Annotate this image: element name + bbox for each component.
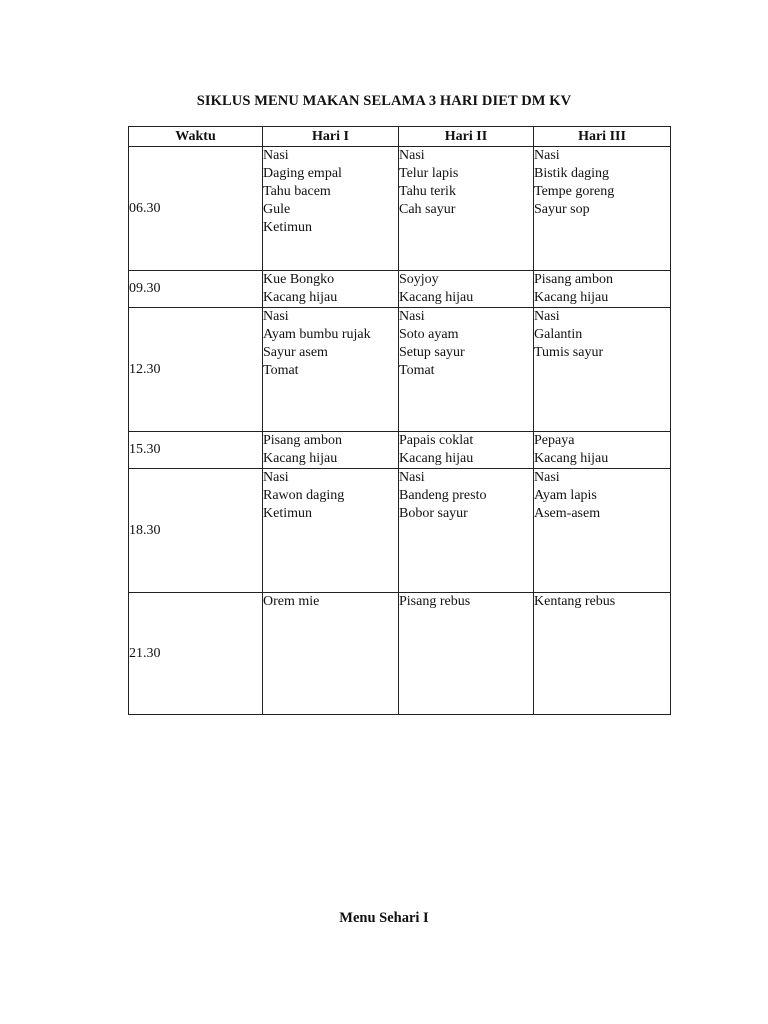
food-item: Kacang hijau: [534, 451, 609, 466]
food-item: Kacang hijau: [399, 290, 474, 305]
food-list: [263, 432, 398, 468]
food-item: Asem-asem: [534, 506, 601, 521]
food-item: Nasi: [534, 309, 560, 324]
menu-cell-hari-2: [399, 271, 534, 308]
food-item: Pepaya: [534, 433, 575, 448]
menu-cell-hari-1: [263, 271, 399, 308]
food-item: Gule: [263, 202, 291, 217]
food-item: Galantin: [534, 327, 583, 342]
menu-cycle-table: [128, 126, 671, 715]
food-list: [263, 308, 398, 380]
menu-cell-hari-1: [263, 147, 399, 271]
food-item: Cah sayur: [399, 202, 456, 217]
food-item: Telur lapis: [399, 166, 459, 181]
food-item: Nasi: [399, 470, 425, 485]
food-list: [263, 469, 398, 523]
food-item: Orem mie: [263, 594, 320, 609]
food-item: Ayam bumbu rujak: [263, 327, 371, 342]
food-item: Nasi: [263, 148, 289, 163]
menu-cell-hari-1: [263, 593, 399, 715]
section-heading: Menu Sehari I: [339, 910, 429, 926]
food-list: [263, 147, 398, 237]
food-item: Setup sayur: [399, 345, 465, 360]
food-item: Daging empal: [263, 166, 342, 181]
table-row: [129, 308, 671, 432]
menu-cell-hari-3: [534, 593, 671, 715]
food-item: Nasi: [534, 148, 560, 163]
food-item: Nasi: [399, 309, 425, 324]
menu-cell-hari-3: [534, 308, 671, 432]
food-item: Sayur sop: [534, 202, 590, 217]
menu-cell-hari-2: [399, 147, 534, 271]
food-item: Tahu terik: [399, 184, 456, 199]
food-item: Pisang ambon: [534, 272, 613, 287]
food-list: [399, 593, 533, 611]
food-list: [399, 308, 533, 380]
time-cell: 09.30: [129, 271, 263, 308]
header-hari-2: Hari II: [399, 127, 534, 147]
food-item: Papais coklat: [399, 433, 474, 448]
food-item: Kacang hijau: [534, 290, 609, 305]
food-item: Soyjoy: [399, 272, 439, 287]
food-item: Soto ayam: [399, 327, 459, 342]
food-list: [399, 147, 533, 219]
menu-cell-hari-1: [263, 432, 399, 469]
food-list: [534, 271, 670, 307]
food-list: [399, 469, 533, 523]
table-body: [129, 147, 671, 715]
table-row: [129, 271, 671, 308]
food-item: Kacang hijau: [263, 451, 338, 466]
header-hari-3: Hari III: [534, 127, 671, 147]
food-item: Bistik daging: [534, 166, 610, 181]
food-list: [534, 308, 670, 362]
header-hari-1: Hari I: [263, 127, 399, 147]
food-item: Kacang hijau: [399, 451, 474, 466]
time-cell: 12.30: [129, 308, 263, 432]
food-item: Kentang rebus: [534, 594, 616, 609]
food-item: Tomat: [263, 363, 299, 378]
food-item: Nasi: [263, 309, 289, 324]
food-item: Pisang rebus: [399, 594, 471, 609]
table-header-row: [129, 127, 671, 147]
menu-cell-hari-2: [399, 308, 534, 432]
food-item: Nasi: [399, 148, 425, 163]
food-item: Bobor sayur: [399, 506, 468, 521]
food-list: [534, 593, 670, 611]
food-list: [534, 147, 670, 219]
time-cell: 21.30: [129, 593, 263, 715]
food-item: Tahu bacem: [263, 184, 331, 199]
menu-cell-hari-3: [534, 432, 671, 469]
food-list: [263, 271, 398, 307]
table-row: [129, 593, 671, 715]
menu-cell-hari-3: [534, 147, 671, 271]
table-row: [129, 469, 671, 593]
food-list: [399, 271, 533, 307]
food-item: Rawon daging: [263, 488, 345, 503]
food-item: Nasi: [263, 470, 289, 485]
menu-cell-hari-1: [263, 469, 399, 593]
menu-cell-hari-2: [399, 432, 534, 469]
menu-cell-hari-2: [399, 593, 534, 715]
food-item: Pisang ambon: [263, 433, 342, 448]
menu-cell-hari-2: [399, 469, 534, 593]
food-item: Nasi: [534, 470, 560, 485]
menu-cell-hari-1: [263, 308, 399, 432]
time-cell: 18.30: [129, 469, 263, 593]
food-item: Ketimun: [263, 220, 312, 235]
food-item: Kacang hijau: [263, 290, 338, 305]
food-item: Bandeng presto: [399, 488, 487, 503]
food-item: Ayam lapis: [534, 488, 597, 503]
menu-cell-hari-3: [534, 469, 671, 593]
time-cell: 06.30: [129, 147, 263, 271]
food-item: Tomat: [399, 363, 435, 378]
food-list: [263, 593, 398, 611]
food-item: Tumis sayur: [534, 345, 604, 360]
food-list: [534, 432, 670, 468]
food-list: [534, 469, 670, 523]
food-item: Sayur asem: [263, 345, 328, 360]
food-list: [399, 432, 533, 468]
table-row: [129, 432, 671, 469]
menu-cell-hari-3: [534, 271, 671, 308]
food-item: Ketimun: [263, 506, 312, 521]
food-item: Kue Bongko: [263, 272, 335, 287]
header-waktu: Waktu: [129, 127, 263, 147]
food-item: Tempe goreng: [534, 184, 615, 199]
table-row: [129, 147, 671, 271]
page-title: SIKLUS MENU MAKAN SELAMA 3 HARI DIET DM KV: [196, 93, 572, 109]
time-cell: 15.30: [129, 432, 263, 469]
